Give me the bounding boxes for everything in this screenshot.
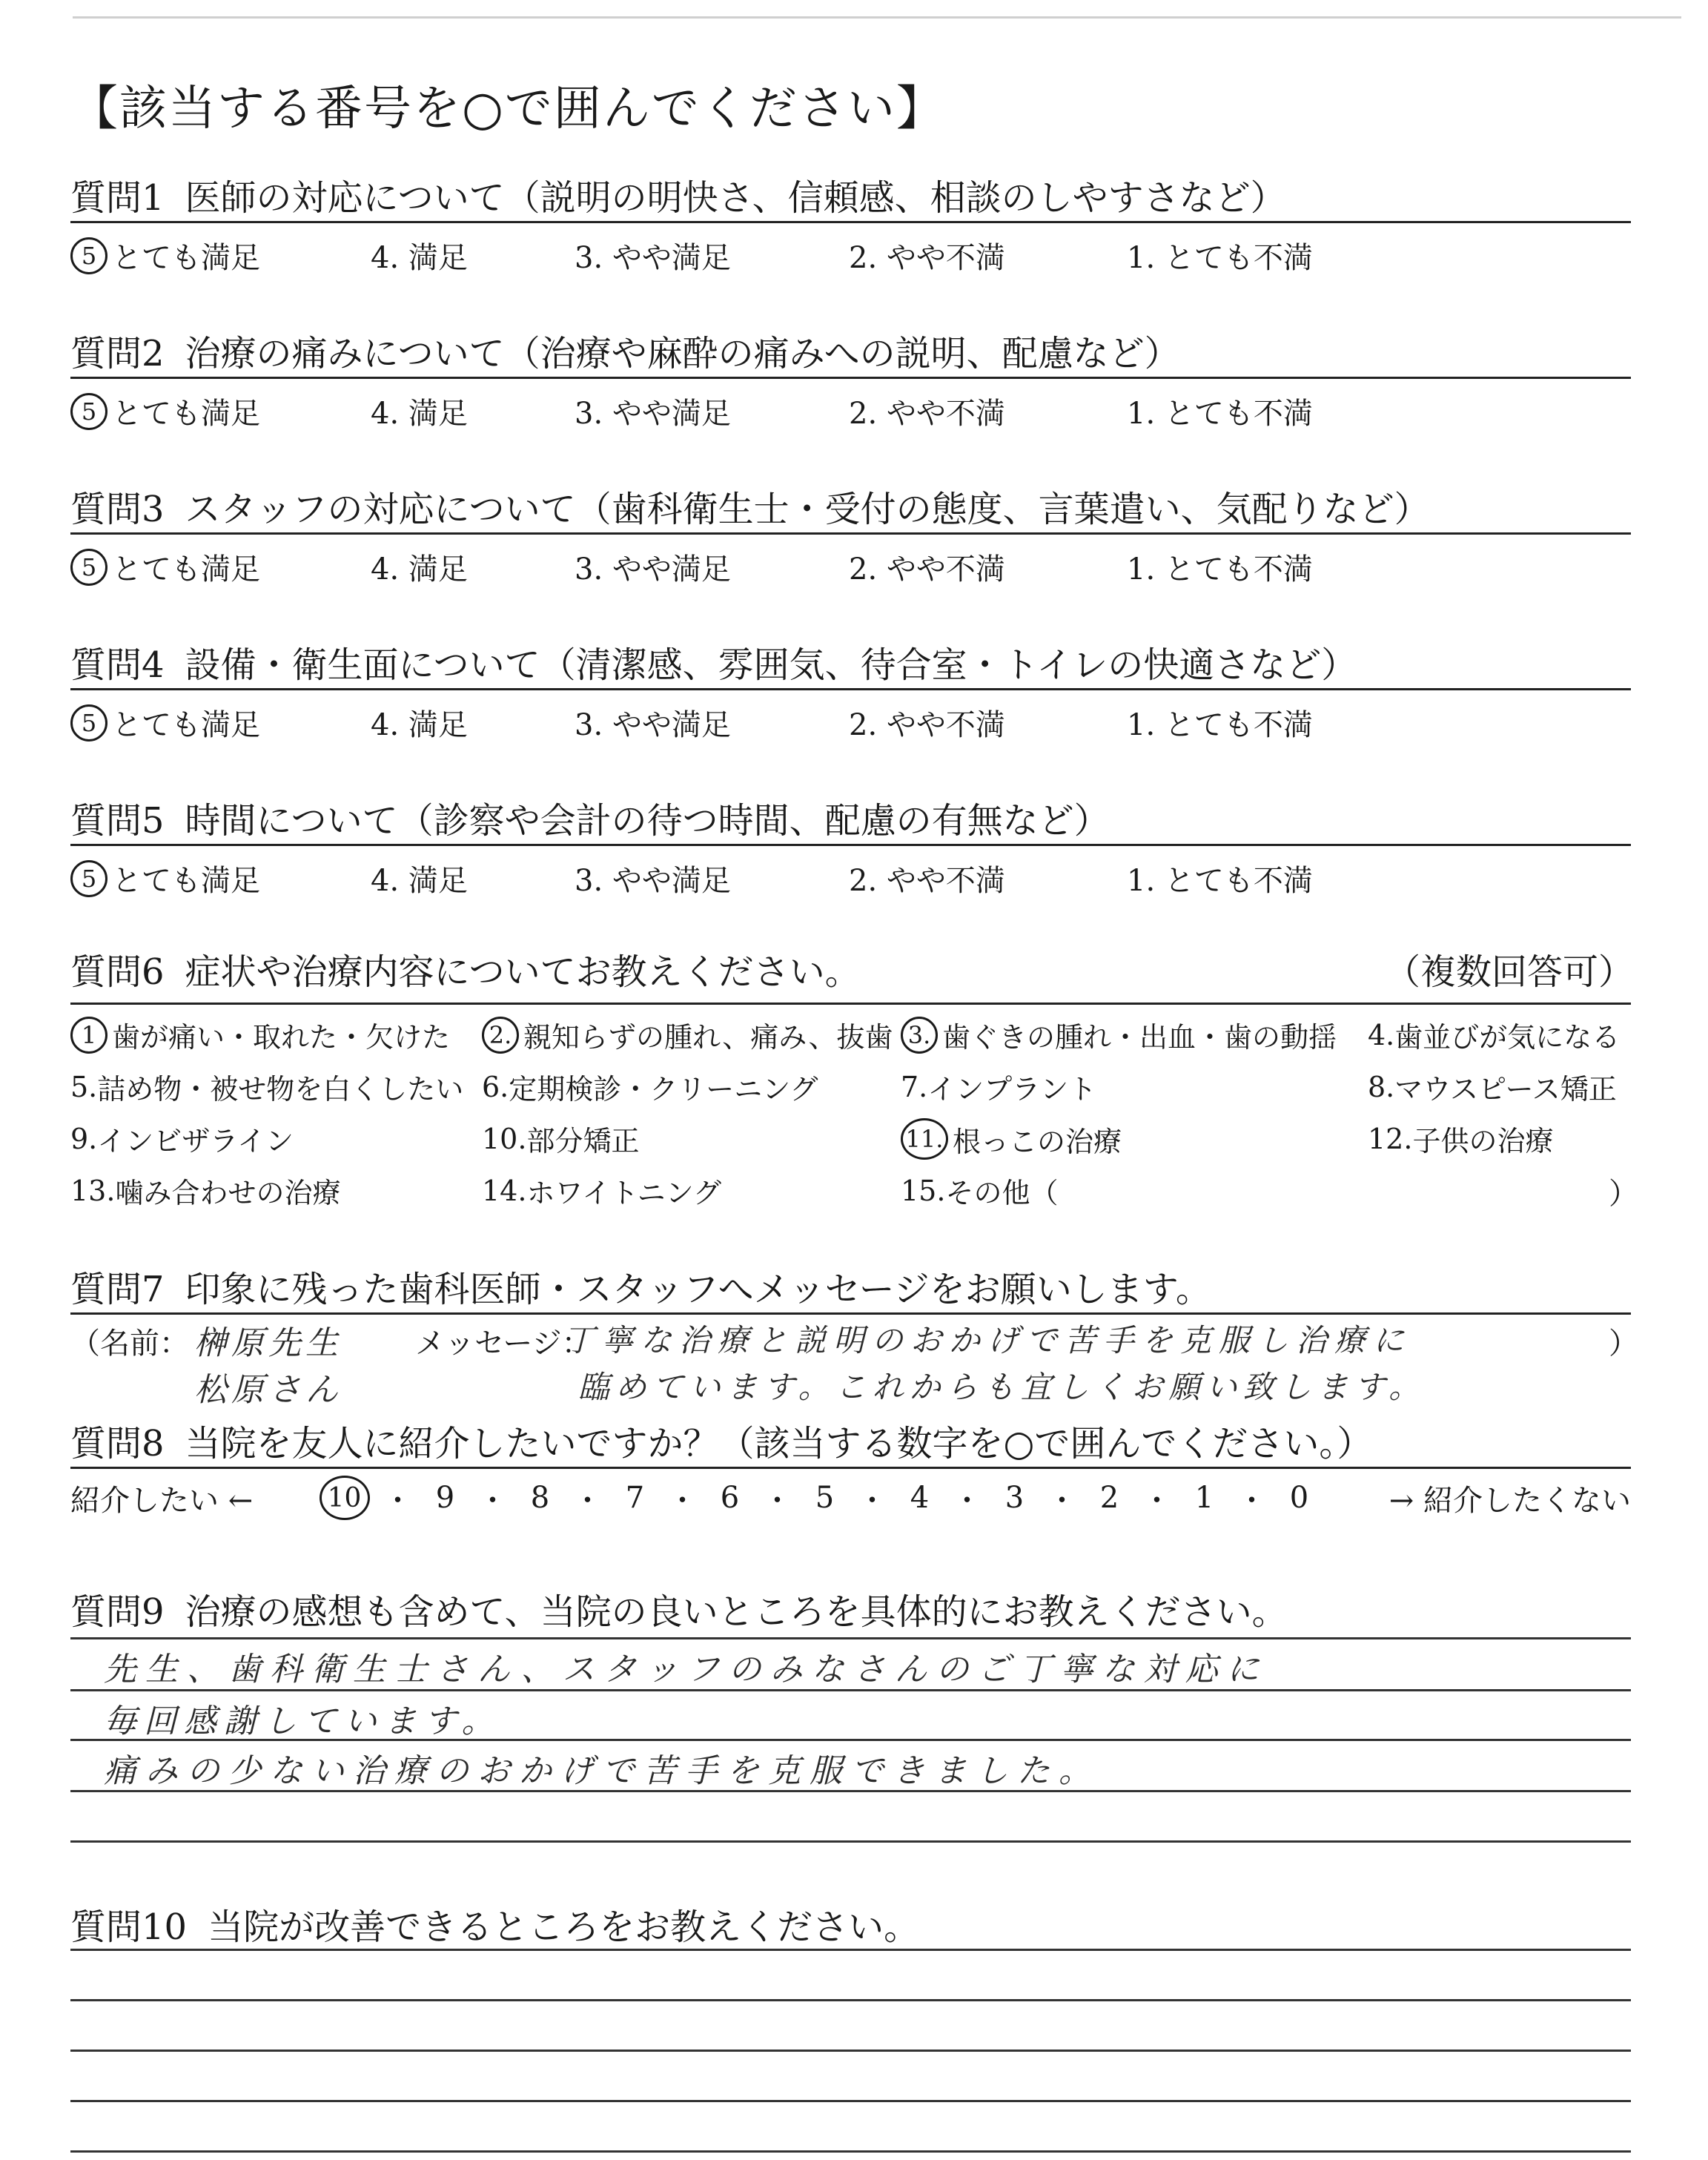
question-text: スタッフの対応について（歯科衛生士・受付の態度、言葉遣い、気配りなど）	[185, 489, 1430, 530]
option-label: インビザライン	[97, 1125, 294, 1157]
scale-separator: ・	[1142, 1483, 1172, 1518]
message-name-label	[70, 1320, 189, 1362]
symptom-option-12[interactable]	[1368, 1118, 1553, 1159]
symptom-option-4[interactable]	[1368, 1014, 1620, 1055]
question-text: 治療の痛みについて（治療や麻酔の痛みへの説明、配慮など）	[185, 333, 1180, 374]
rating-option-3[interactable]	[575, 546, 731, 588]
option-number: 9.	[70, 1122, 98, 1155]
question-text: 医師の対応について（説明の明快さ、信頼感、相談のしやすさなど）	[185, 177, 1286, 219]
option-label: 詰め物・被せ物を白くしたい	[97, 1073, 464, 1106]
rating-option-5[interactable]	[70, 546, 260, 588]
message-close-paren: ）	[1609, 1327, 1638, 1361]
scale-point-6[interactable]: 6	[720, 1481, 740, 1515]
selected-circle: 5	[70, 237, 107, 274]
name-label: （名前：	[70, 1327, 189, 1361]
selected-circle: 5	[70, 549, 107, 586]
scale-points	[320, 1476, 1323, 1520]
question-3-title	[70, 480, 1430, 532]
symptom-option-14[interactable]	[482, 1170, 721, 1211]
option-label: 3. やや満足	[575, 864, 731, 898]
scale-point-10[interactable]: 10	[320, 1476, 370, 1520]
option-label: 2. やや不満	[849, 552, 1005, 587]
scale-point-3[interactable]: 3	[1004, 1481, 1025, 1515]
answer-line	[70, 2050, 1631, 2052]
option-label: とても満足	[112, 708, 260, 742]
answer-line	[70, 1637, 1631, 1639]
handwritten-answer-2: 毎回感謝しています。	[104, 1702, 502, 1740]
scale-point-2[interactable]: 2	[1099, 1481, 1119, 1515]
option-label: 歯ぐきの腫れ・出血・歯の動揺	[942, 1021, 1337, 1054]
option-label: その他（	[945, 1177, 1059, 1209]
symptom-option-6[interactable]	[482, 1066, 818, 1107]
recommend-scale	[70, 1476, 1631, 1520]
question-number: 質問2	[70, 333, 165, 374]
option-label: 1. とても不満	[1127, 708, 1313, 742]
scale-right-label: → 紹介したくない	[1388, 1483, 1631, 1518]
scale-separator: ・	[383, 1483, 413, 1518]
rating-option-1[interactable]	[1127, 234, 1313, 277]
question-text: 症状や治療内容についてお教えください。	[185, 951, 861, 993]
handwritten-name-2: 松原さん	[194, 1371, 342, 1409]
option-label: インプラント	[927, 1073, 1097, 1106]
question-number: 質問4	[70, 644, 165, 686]
question-6-rule	[70, 1003, 1631, 1005]
rating-option-5[interactable]	[70, 390, 260, 432]
option-number: 6.	[482, 1070, 509, 1103]
handwritten-name-1: 榊原先生	[194, 1324, 342, 1362]
option-label: 3. やや満足	[575, 552, 731, 587]
question-text: 設備・衛生面について（清潔感、雰囲気、待合室・トイレの快適さなど）	[185, 644, 1357, 686]
symptom-option-7[interactable]	[901, 1066, 1096, 1107]
option-label: 4. 満足	[371, 552, 468, 587]
selected-circle: 5	[70, 704, 107, 742]
option-label: とても満足	[112, 864, 260, 898]
option-number: 12.	[1368, 1122, 1413, 1155]
answer-line	[70, 2150, 1631, 2153]
answer-line	[70, 1840, 1631, 1843]
scale-left-label: 紹介したい ←	[70, 1483, 254, 1518]
option-label: とても満足	[112, 552, 260, 587]
question-number: 質問9	[70, 1591, 165, 1633]
selected-circle: 11.	[901, 1118, 948, 1160]
question-8-rule	[70, 1467, 1631, 1469]
rating-option-3[interactable]	[575, 701, 731, 744]
option-label: マウスピース矯正	[1394, 1073, 1617, 1106]
rating-option-5[interactable]	[70, 234, 260, 277]
selected-circle: 5	[70, 393, 107, 430]
rating-option-3[interactable]	[575, 390, 731, 432]
option-number: 13.	[70, 1174, 116, 1207]
scale-separator: ・	[1047, 1483, 1077, 1518]
rating-option-1[interactable]	[1127, 546, 1313, 588]
symptom-option-15[interactable]	[901, 1170, 1058, 1211]
question-1-title	[70, 169, 1286, 220]
message-label: メッセージ：	[415, 1327, 592, 1361]
question-number: 質問3	[70, 489, 165, 530]
question-5-title	[70, 792, 1110, 843]
question-5-rule	[70, 844, 1631, 846]
option-label: 4. 満足	[371, 397, 468, 431]
rating-option-5[interactable]	[70, 701, 260, 744]
option-number: 8.	[1368, 1070, 1395, 1103]
option-label: 1. とても不満	[1127, 552, 1313, 587]
option-number: 14.	[482, 1174, 527, 1207]
scale-separator: ・	[1237, 1483, 1267, 1518]
option-number: 4.	[1368, 1018, 1395, 1051]
option-label: とても満足	[112, 241, 260, 275]
option-number: 7.	[901, 1070, 928, 1103]
rating-option-3[interactable]	[575, 234, 731, 277]
option-label: 3. やや満足	[575, 397, 731, 431]
scale-separator: ・	[762, 1483, 792, 1518]
scale-separator: ・	[952, 1483, 982, 1518]
question-text: 当院が改善できるところをお教えください。	[208, 1906, 920, 1948]
option-label: 2. やや不満	[849, 397, 1005, 431]
option-label: ホワイトニング	[526, 1177, 722, 1209]
question-2-title	[70, 325, 1180, 376]
handwritten-answer-1: 先生、歯科衛生士さん、スタッフのみなさんのご丁寧な対応に	[104, 1651, 1268, 1688]
option-label: 部分矯正	[526, 1125, 640, 1157]
scale-separator: ・	[857, 1483, 887, 1518]
answer-line	[70, 1949, 1631, 1951]
option-label: 1. とても不満	[1127, 397, 1313, 431]
rating-option-3[interactable]	[575, 857, 731, 899]
option-label: 根っこの治療	[953, 1125, 1122, 1158]
scale-point-4[interactable]: 4	[910, 1481, 930, 1515]
question-7-rule	[70, 1312, 1631, 1315]
question-8-title	[70, 1415, 1372, 1466]
rating-option-2[interactable]	[849, 546, 1005, 588]
rating-option-2[interactable]	[849, 234, 1005, 277]
question-number: 質問10	[70, 1906, 188, 1948]
answer-line	[70, 2100, 1631, 2102]
question-number: 質問6	[70, 951, 165, 993]
option-label: 4. 満足	[371, 708, 468, 742]
question-4-rule	[70, 688, 1631, 690]
rating-option-4[interactable]	[371, 701, 468, 744]
option-number: 5.	[70, 1070, 98, 1103]
question-text: 印象に残った歯科医師・スタッフへメッセージをお願いします。	[185, 1269, 1211, 1310]
rating-option-2[interactable]	[849, 390, 1005, 432]
scale-separator: ・	[572, 1483, 603, 1518]
scale-point-9[interactable]: 9	[435, 1481, 455, 1515]
option-label: 親知らずの腫れ、痛み、抜歯	[523, 1021, 893, 1054]
question-number: 質問8	[70, 1423, 165, 1464]
selected-circle: 3.	[901, 1017, 938, 1054]
handwritten-message-1: 丁寧な治療と説明のおかげで苦手を克服し治療に	[563, 1322, 1412, 1358]
handwritten-message-2: 臨めています。これからも宜しくお願い致します。	[578, 1369, 1426, 1405]
option-label: 4. 満足	[371, 864, 468, 898]
option-label: 4. 満足	[371, 241, 468, 275]
question-text: 治療の感想も含めて、当院の良いところを具体的にお教えください。	[185, 1591, 1288, 1633]
rating-option-1[interactable]	[1127, 390, 1313, 432]
option-label: 1. とても不満	[1127, 864, 1313, 898]
rating-option-2[interactable]	[849, 857, 1005, 899]
symptom-option-8[interactable]	[1368, 1066, 1617, 1107]
symptom-option-2[interactable]	[482, 1014, 893, 1055]
scale-point-1[interactable]: 1	[1194, 1481, 1214, 1515]
option-label: 1. とても不満	[1127, 241, 1313, 275]
answer-line	[70, 1999, 1631, 2001]
question-2-rule	[70, 377, 1631, 379]
rating-option-4[interactable]	[371, 234, 468, 277]
question-4-title	[70, 636, 1357, 687]
option-number: 10.	[482, 1122, 527, 1155]
symptom-option-3[interactable]	[901, 1014, 1337, 1055]
scale-separator: ・	[667, 1483, 698, 1518]
option-label: とても満足	[112, 397, 260, 431]
scale-point-0[interactable]: 0	[1289, 1481, 1309, 1515]
symptom-option-13[interactable]	[70, 1170, 340, 1211]
option-label: 歯が痛い・取れた・欠けた	[112, 1021, 451, 1054]
question-text: 時間について（診察や会計の待つ時間、配慮の有無など）	[185, 800, 1110, 842]
rating-option-4[interactable]	[371, 390, 468, 432]
option-label: 2. やや不満	[849, 708, 1005, 742]
question-number: 質問1	[70, 177, 165, 219]
rating-option-1[interactable]	[1127, 701, 1313, 744]
selected-circle: 1	[70, 1017, 107, 1054]
question-9-title	[70, 1583, 1288, 1634]
symptom-option-5[interactable]	[70, 1066, 463, 1107]
option-label: 3. やや満足	[575, 708, 731, 742]
page-top-border	[73, 16, 1681, 19]
selected-circle: 2.	[482, 1017, 519, 1054]
option-label: 歯並びが気になる	[1394, 1021, 1621, 1054]
rating-option-2[interactable]	[849, 701, 1005, 744]
question-number: 質問5	[70, 800, 165, 842]
option-label: 子供の治療	[1412, 1125, 1554, 1157]
scale-separator: ・	[477, 1483, 508, 1518]
question-text: 当院を友人に紹介したいですか？（該当する数字を○で囲んでください。）	[185, 1423, 1373, 1464]
symptom-option-1[interactable]	[70, 1014, 450, 1055]
option-label: 噛み合わせの治療	[115, 1177, 341, 1209]
question-3-rule	[70, 532, 1631, 535]
handwritten-answer-3: 痛みの少ない治療のおかげで苦手を克服できました。	[104, 1752, 1100, 1790]
rating-option-1[interactable]	[1127, 857, 1313, 899]
rating-option-4[interactable]	[371, 546, 468, 588]
selected-circle: 5	[70, 860, 107, 897]
question-number: 質問7	[70, 1269, 165, 1310]
page-title: 【該当する番号を○で囲んでください】	[70, 82, 945, 136]
option-label: 2. やや不満	[849, 241, 1005, 275]
question-7-title	[70, 1261, 1211, 1312]
option-number: 15.	[901, 1174, 946, 1207]
option-label: 3. やや満足	[575, 241, 731, 275]
option-label: 定期検診・クリーニング	[509, 1073, 818, 1106]
symptom-option-10[interactable]	[482, 1118, 639, 1159]
multiple-answers-note: （複数回答可）	[1384, 951, 1634, 993]
rating-option-5[interactable]	[70, 857, 260, 899]
option-label: 2. やや不満	[849, 864, 1005, 898]
question-1-rule	[70, 221, 1631, 223]
symptom-option-11[interactable]	[901, 1118, 1122, 1160]
scale-point-5[interactable]: 5	[815, 1481, 835, 1515]
scale-point-8[interactable]: 8	[530, 1481, 550, 1515]
symptom-option-9[interactable]	[70, 1118, 294, 1159]
scale-point-7[interactable]: 7	[625, 1481, 645, 1515]
other-close-paren: ）	[1609, 1177, 1638, 1211]
question-6-title	[70, 943, 861, 994]
question-10-title	[70, 1898, 919, 1949]
rating-option-4[interactable]	[371, 857, 468, 899]
